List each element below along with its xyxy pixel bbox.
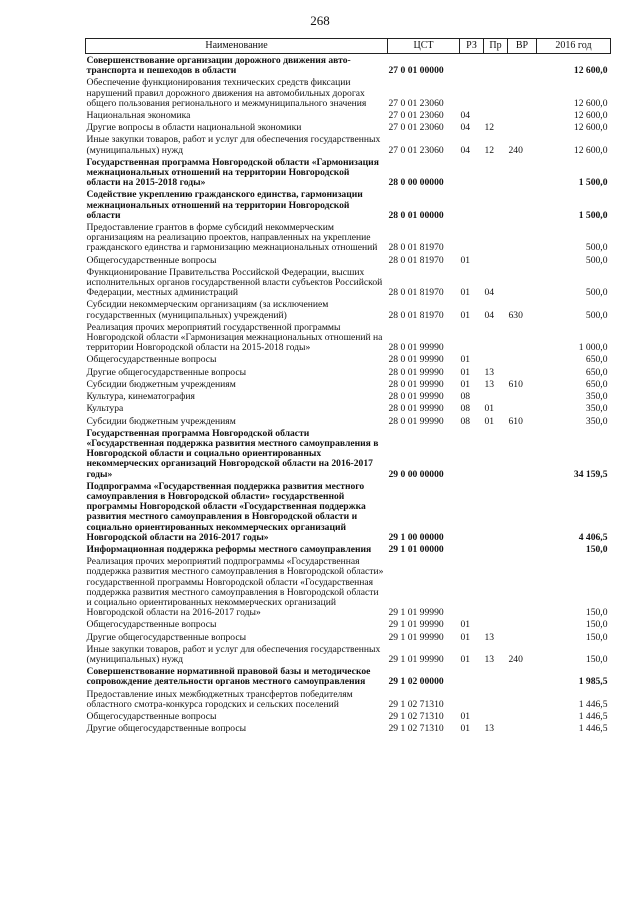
cell-pr — [484, 428, 508, 481]
cell-rz: 01 — [460, 653, 471, 665]
cell-pr — [484, 189, 508, 222]
cell-cst: 28 0 01 81970 — [388, 254, 444, 266]
table-row — [86, 322, 611, 355]
cell-vr — [508, 354, 537, 366]
table-row — [86, 77, 611, 110]
cell-cst: 28 0 01 99990 — [388, 342, 444, 354]
cell-cst: 29 1 01 00000 — [388, 543, 444, 555]
cell-sum: 1 500,0 — [578, 177, 608, 189]
table-row — [86, 723, 611, 735]
cell-vr: 630 — [508, 309, 523, 321]
cell-name: Государственная программа Новгородской области «Гармонизация межнациональных отношений на территории Новгородской области на 2015-2018 годы» — [86, 156, 379, 189]
cell-name: Иные закупки товаров, работ и услуг для обеспечения государственных (муниципальных) нужд — [86, 643, 381, 665]
cell-rz: 01 — [460, 710, 471, 722]
cell-pr — [484, 689, 508, 711]
cell-sum: 150,0 — [585, 607, 608, 619]
cell-vr — [508, 723, 537, 735]
cell-vr — [508, 689, 537, 711]
cell-pr — [484, 556, 508, 619]
table-row — [86, 544, 611, 556]
cell-sum: 12 600,0 — [573, 110, 608, 122]
cell-cst: 29 1 02 71310 — [388, 723, 444, 735]
cell-sum: 1 446,5 — [578, 710, 608, 722]
cell-pr — [484, 54, 508, 78]
cell-name: Совершенствование организации дорожного движения авто-транспорта и пешеходов в области — [86, 55, 351, 77]
cell-vr — [508, 556, 537, 619]
cell-rz: 01 — [460, 723, 471, 735]
cell-name: Реализация прочих мероприятий подпрограммы «Государственная поддержка развития местного самоуправления в Новгородской области» государственной программы Новгородской области «Государственная поддержка развития местного самоуправления в Новгородской области и социально ориентированных некоммерческих организаций Новгородской области на 2016-2017 годы» — [86, 556, 384, 619]
cell-vr — [508, 367, 537, 379]
table-row — [86, 556, 611, 619]
cell-vr: 610 — [508, 378, 523, 390]
table-row — [86, 122, 611, 134]
cell-pr: 04 — [484, 309, 495, 321]
cell-rz: 08 — [460, 391, 471, 403]
cell-pr: 13 — [484, 653, 495, 665]
cell-cst: 28 0 01 99990 — [388, 415, 444, 427]
cell-name: Субсидии бюджетным учреждениям — [86, 415, 236, 427]
cell-rz: 01 — [460, 354, 471, 366]
cell-cst: 28 0 01 81970 — [388, 309, 444, 321]
cell-sum: 650,0 — [585, 354, 608, 366]
table-row — [86, 619, 611, 631]
header-pr: Пр — [484, 39, 508, 54]
cell-rz: 04 — [460, 122, 471, 134]
cell-vr — [508, 481, 537, 544]
table-row — [86, 666, 611, 688]
cell-sum: 350,0 — [585, 403, 608, 415]
cell-rz — [460, 189, 484, 222]
cell-name: Подпрограмма «Государственная поддержка развития местного самоуправления в Новгородской области» государственной программы Новгородской области «Государственная поддержка развития местного самоуправления в Новгородской области и социально ориентированных некоммерческих организаций Новгородской области на 2016-2017 годы» — [86, 480, 366, 543]
header-sum: 2016 год — [537, 39, 611, 54]
cell-vr — [508, 267, 537, 300]
cell-pr — [484, 255, 508, 267]
cell-pr: 13 — [484, 631, 495, 643]
cell-vr — [508, 77, 537, 110]
cell-rz — [460, 544, 484, 556]
cell-cst: 28 0 01 99990 — [388, 366, 444, 378]
cell-rz: 01 — [460, 309, 471, 321]
cell-cst: 29 1 02 71310 — [388, 710, 444, 722]
table-header — [86, 39, 611, 54]
cell-rz: 01 — [460, 254, 471, 266]
table-row — [86, 644, 611, 666]
cell-name: Предоставление иных межбюджетных трансфертов победителям областного смотра-конкурса городских и сельских поселений — [86, 688, 353, 710]
header-cst: ЦСТ — [388, 39, 460, 54]
table-row — [86, 134, 611, 156]
cell-cst: 27 0 01 23060 — [388, 122, 444, 134]
table-row — [86, 354, 611, 366]
cell-sum: 350,0 — [585, 391, 608, 403]
cell-pr — [484, 110, 508, 122]
table-row — [86, 379, 611, 391]
cell-sum: 500,0 — [585, 254, 608, 266]
cell-cst: 29 1 01 99990 — [388, 653, 444, 665]
cell-rz — [460, 322, 484, 355]
table-row — [86, 157, 611, 190]
cell-name: Государственная программа Новгородской области «Государственная поддержка развития местного самоуправления в Новгородской области и социально ориентированных некоммерческих организаций Новгородской области на 2016-2017 годы» — [86, 427, 379, 480]
cell-pr: 13 — [484, 378, 495, 390]
table-row — [86, 299, 611, 321]
cell-vr — [508, 189, 537, 222]
cell-cst: 28 0 00 00000 — [388, 177, 444, 189]
cell-name: Совершенствование нормативной правовой базы и методическое сопровождение деятельности органов местного самоуправления — [86, 666, 371, 688]
cell-name: Реализация прочих мероприятий государственной программы Новгородской области «Гармонизация межнациональных отношений на территории Новгородской области на 2015-2018 годы» — [86, 321, 383, 354]
cell-rz: 01 — [460, 287, 471, 299]
cell-name: Общегосударственные вопросы — [86, 354, 217, 366]
cell-pr — [484, 222, 508, 255]
cell-rz — [460, 54, 484, 78]
cell-cst: 28 0 01 99990 — [388, 391, 444, 403]
cell-vr — [508, 322, 537, 355]
cell-cst: 27 0 01 23060 — [388, 97, 444, 109]
cell-cst: 29 1 00 00000 — [388, 531, 444, 543]
cell-cst: 29 0 00 00000 — [388, 468, 444, 480]
cell-name: Другие вопросы в области национальной экономики — [86, 122, 302, 134]
cell-sum: 150,0 — [585, 619, 608, 631]
cell-name: Другие общегосударственные вопросы — [86, 631, 247, 643]
cell-vr — [508, 391, 537, 403]
cell-pr: 13 — [484, 366, 495, 378]
cell-pr — [484, 666, 508, 688]
table-row — [86, 632, 611, 644]
cell-name: Другие общегосударственные вопросы — [86, 366, 247, 378]
cell-vr — [508, 666, 537, 688]
cell-sum: 1 446,5 — [578, 698, 608, 710]
cell-pr: 12 — [484, 144, 495, 156]
cell-sum: 350,0 — [585, 415, 608, 427]
cell-cst: 29 1 02 71310 — [388, 698, 444, 710]
cell-cst: 28 0 01 00000 — [388, 209, 444, 221]
cell-name: Субсидии бюджетным учреждениям — [86, 378, 236, 390]
header-rz: РЗ — [460, 39, 484, 54]
table-row — [86, 267, 611, 300]
cell-name: Общегосударственные вопросы — [86, 254, 217, 266]
table-row — [86, 689, 611, 711]
cell-vr — [508, 54, 537, 78]
cell-name: Общегосударственные вопросы — [86, 710, 217, 722]
cell-cst: 28 0 01 99990 — [388, 378, 444, 390]
cell-pr — [484, 481, 508, 544]
cell-rz: 08 — [460, 415, 471, 427]
cell-pr — [484, 77, 508, 110]
cell-name: Информационная поддержка реформы местного самоуправления — [86, 543, 372, 555]
table-row — [86, 428, 611, 481]
header-row — [86, 39, 611, 54]
cell-vr — [508, 222, 537, 255]
cell-sum: 500,0 — [585, 242, 608, 254]
cell-name: Субсидии некоммерческим организациям (за исключением государственных (муниципальных) учреждений) — [86, 299, 329, 321]
cell-rz: 01 — [460, 378, 471, 390]
cell-cst: 28 0 01 81970 — [388, 242, 444, 254]
cell-name: Иные закупки товаров, работ и услуг для обеспечения государственных (муниципальных) нужд — [86, 134, 381, 156]
cell-cst: 28 0 01 81970 — [388, 287, 444, 299]
cell-sum: 150,0 — [585, 653, 608, 665]
table-row — [86, 189, 611, 222]
cell-sum: 4 406,5 — [578, 531, 608, 543]
cell-sum: 1 985,5 — [578, 676, 608, 688]
cell-rz: 01 — [460, 619, 471, 631]
cell-pr — [484, 391, 508, 403]
cell-cst: 27 0 01 23060 — [388, 110, 444, 122]
cell-cst: 27 0 01 00000 — [388, 65, 444, 77]
cell-name: Другие общегосударственные вопросы — [86, 723, 247, 735]
table-row — [86, 711, 611, 723]
cell-rz — [460, 428, 484, 481]
cell-rz — [460, 556, 484, 619]
cell-vr — [508, 428, 537, 481]
cell-sum: 500,0 — [585, 287, 608, 299]
cell-pr: 13 — [484, 723, 495, 735]
cell-sum: 500,0 — [585, 309, 608, 321]
cell-vr: 240 — [508, 144, 523, 156]
cell-pr — [484, 544, 508, 556]
cell-sum: 150,0 — [585, 543, 608, 555]
cell-pr: 01 — [484, 415, 495, 427]
cell-vr — [508, 403, 537, 415]
cell-pr — [484, 711, 508, 723]
header-name: Наименование — [86, 39, 388, 54]
cell-sum: 12 600,0 — [573, 97, 608, 109]
cell-pr: 04 — [484, 287, 495, 299]
cell-sum: 150,0 — [585, 631, 608, 643]
cell-vr: 610 — [508, 415, 523, 427]
cell-vr — [508, 255, 537, 267]
cell-rz: 04 — [460, 110, 471, 122]
table-row — [86, 222, 611, 255]
table-row — [86, 54, 611, 78]
cell-vr: 240 — [508, 653, 523, 665]
cell-name: Функционирование Правительства Российской Федерации, высших исполнительных органов государственной власти субъектов Российской Федерации, местных администраций — [86, 266, 383, 299]
table-row — [86, 403, 611, 415]
cell-rz — [460, 481, 484, 544]
table-row — [86, 367, 611, 379]
cell-rz: 01 — [460, 366, 471, 378]
table-row — [86, 416, 611, 428]
cell-sum: 12 600,0 — [573, 65, 608, 77]
table-row — [86, 391, 611, 403]
table-row — [86, 110, 611, 122]
cell-cst: 27 0 01 23060 — [388, 144, 444, 156]
cell-cst: 29 1 01 99990 — [388, 607, 444, 619]
cell-sum: 650,0 — [585, 366, 608, 378]
cell-pr — [484, 322, 508, 355]
cell-rz — [460, 666, 484, 688]
cell-name: Культура — [86, 403, 124, 415]
page-number: 268 — [310, 13, 330, 28]
cell-rz — [460, 157, 484, 190]
budget-table — [85, 38, 611, 735]
cell-rz: 01 — [460, 631, 471, 643]
cell-pr — [484, 354, 508, 366]
cell-sum: 1 000,0 — [578, 342, 608, 354]
cell-cst: 28 0 01 99990 — [388, 403, 444, 415]
cell-vr — [508, 122, 537, 134]
cell-rz — [460, 689, 484, 711]
cell-rz — [460, 222, 484, 255]
cell-cst: 29 1 01 99990 — [388, 619, 444, 631]
cell-vr — [508, 544, 537, 556]
cell-sum: 1 500,0 — [578, 209, 608, 221]
table-body — [86, 54, 611, 736]
cell-sum: 1 446,5 — [578, 723, 608, 735]
table-row — [86, 255, 611, 267]
cell-cst: 29 1 01 99990 — [388, 631, 444, 643]
cell-rz — [460, 77, 484, 110]
cell-name: Обеспечение функционирования технических средств фиксации нарушений правил дорожного движения на автомобильных дорогах общего пользования регионального и межмуниципального значения — [86, 77, 367, 109]
cell-name: Содействие укреплению гражданского единства, гармонизации межнациональных отношений на территории Новгородской области — [86, 189, 363, 221]
cell-rz: 08 — [460, 403, 471, 415]
cell-sum: 12 600,0 — [573, 122, 608, 134]
cell-sum: 12 600,0 — [573, 144, 608, 156]
cell-name: Предоставление грантов в форме субсидий некоммерческим организациям на реализацию проектов, направленных на укрепление гражданского единства и гармонизацию межнациональных отношений — [86, 222, 378, 254]
table-row — [86, 481, 611, 544]
cell-name: Национальная экономика — [86, 110, 191, 122]
cell-name: Общегосударственные вопросы — [86, 619, 217, 631]
cell-pr: 01 — [484, 403, 495, 415]
cell-pr — [484, 157, 508, 190]
cell-pr — [484, 619, 508, 631]
cell-sum: 34 159,5 — [573, 468, 608, 480]
cell-vr — [508, 110, 537, 122]
cell-rz: 04 — [460, 144, 471, 156]
cell-sum: 650,0 — [585, 378, 608, 390]
cell-cst: 28 0 01 99990 — [388, 354, 444, 366]
cell-vr — [508, 711, 537, 723]
cell-pr: 12 — [484, 122, 495, 134]
header-vr: ВР — [508, 39, 537, 54]
cell-vr — [508, 619, 537, 631]
cell-vr — [508, 157, 537, 190]
cell-cst: 29 1 02 00000 — [388, 676, 444, 688]
cell-name: Культура, кинематография — [86, 391, 195, 403]
cell-vr — [508, 632, 537, 644]
